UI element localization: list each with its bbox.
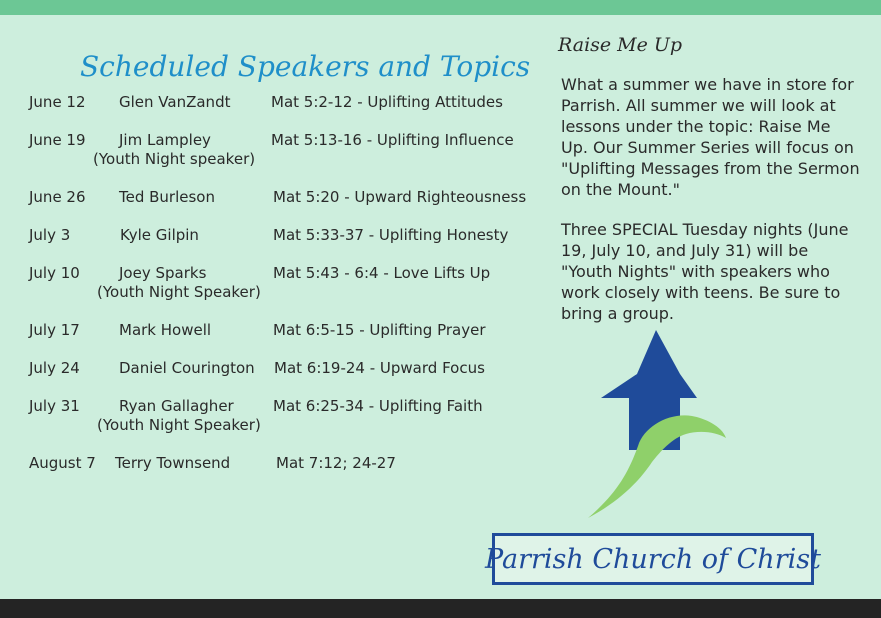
row-topic: Mat 5:43 - 6:4 - Love Lifts Up <box>273 264 491 282</box>
row-date: June 12 <box>29 93 86 111</box>
row-speaker: Daniel Courington <box>119 359 255 377</box>
row-topic: Mat 6:19-24 - Upward Focus <box>274 359 485 377</box>
row-date: July 17 <box>29 321 80 339</box>
sidebar-paragraph-2: Three SPECIAL Tuesday nights (June 19, July 10, and July 31) will be "Youth Nights" with speakers who work closely with teens. Be sure to bring a group. <box>561 220 849 323</box>
church-name: Parrish Church of Christ <box>485 543 821 575</box>
row-topic: Mat 5:20 - Upward Righteousness <box>273 188 527 206</box>
church-steeple-icon <box>580 328 730 523</box>
row-note: (Youth Night speaker) <box>93 150 256 168</box>
row-topic: Mat 5:33-37 - Uplifting Honesty <box>273 226 509 244</box>
row-date: July 31 <box>29 397 80 415</box>
row-date: July 3 <box>29 226 71 244</box>
schedule-title: Scheduled Speakers and Topics <box>80 50 531 83</box>
row-topic: Mat 7:12; 24-27 <box>276 454 396 472</box>
row-topic: Mat 6:5-15 - Uplifting Prayer <box>273 321 486 339</box>
church-name-box <box>485 533 821 585</box>
row-topic: Mat 6:25-34 - Uplifting Faith <box>273 397 483 415</box>
row-speaker: Terry Townsend <box>115 454 231 472</box>
row-topic: Mat 5:13-16 - Uplifting Influence <box>271 131 514 149</box>
row-date: July 10 <box>29 264 80 282</box>
row-note: (Youth Night Speaker) <box>97 416 261 434</box>
row-speaker: Ryan Gallagher <box>119 397 234 415</box>
row-date: June 19 <box>29 131 86 149</box>
row-topic: Mat 5:2-12 - Uplifting Attitudes <box>271 93 503 111</box>
top-band <box>0 0 881 15</box>
row-speaker: Joey Sparks <box>119 264 207 282</box>
row-date: July 24 <box>29 359 80 377</box>
row-date: August 7 <box>29 454 96 472</box>
row-speaker: Glen VanZandt <box>119 93 231 111</box>
sidebar-paragraph-1: What a summer we have in store for Parrish. All summer we will look at lessons under the topic: Raise Me Up. Our Summer Series will focus on "Uplifting Messages from the Sermon on the Mount." <box>561 75 860 199</box>
row-date: June 26 <box>29 188 86 206</box>
row-note: (Youth Night Speaker) <box>97 283 261 301</box>
bottom-band <box>0 599 881 618</box>
row-speaker: Kyle Gilpin <box>120 226 199 244</box>
row-speaker: Mark Howell <box>119 321 212 339</box>
row-speaker: Ted Burleson <box>119 188 215 206</box>
sidebar-title: Raise Me Up <box>558 34 683 56</box>
row-speaker: Jim Lampley <box>119 131 211 149</box>
